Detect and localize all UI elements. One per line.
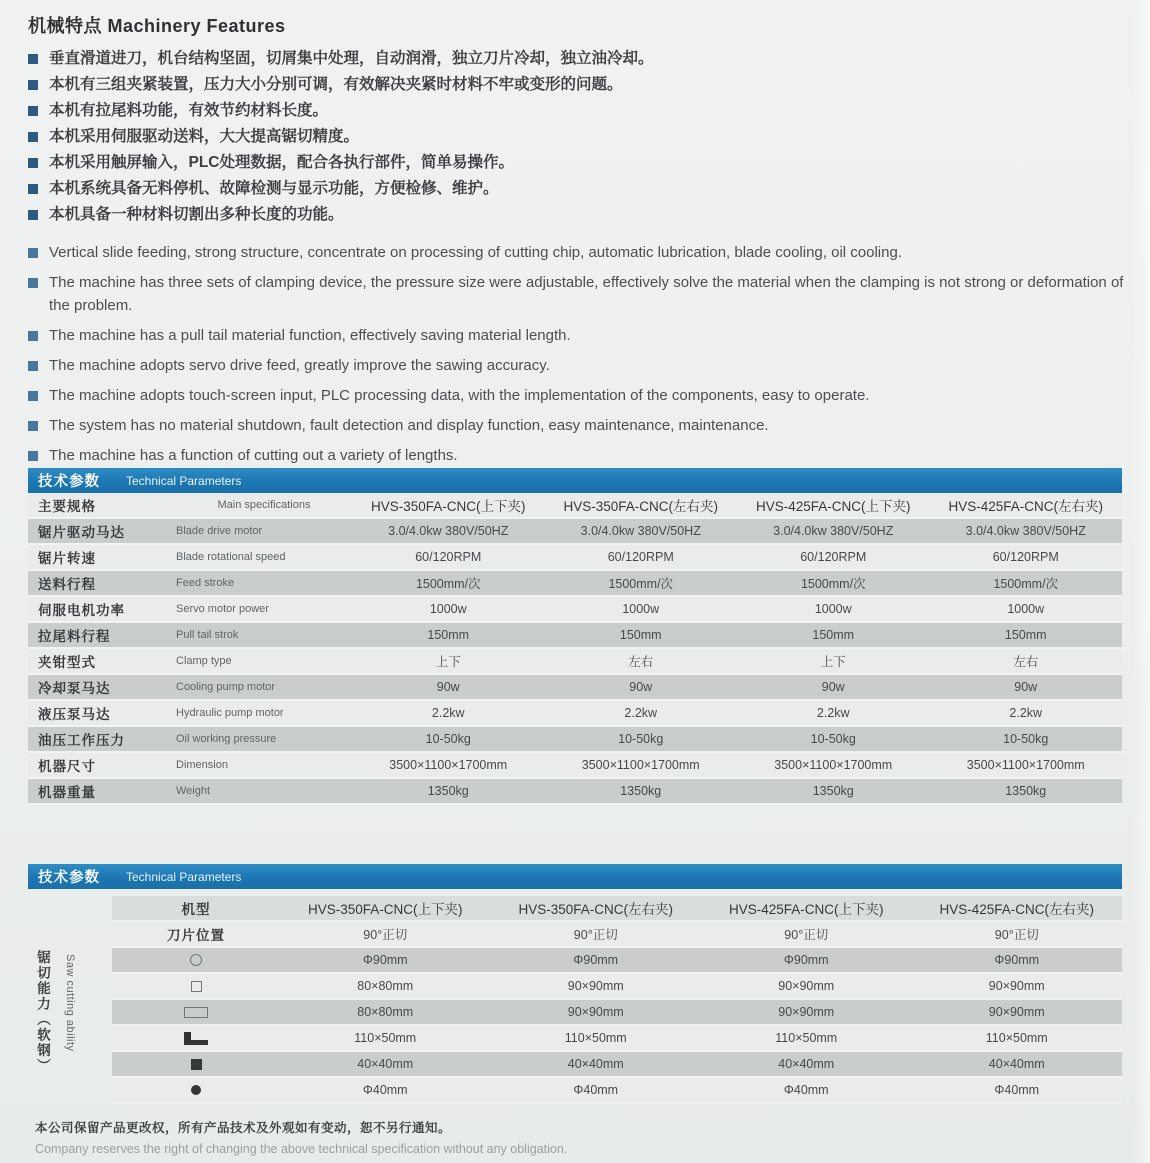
table-row — [28, 519, 1122, 545]
table-title-cn: 技术参数 — [38, 870, 100, 886]
bullet-square-icon — [28, 106, 38, 116]
cell-value: 90w — [629, 680, 653, 694]
cell-value: 1000w — [814, 602, 852, 616]
feature-text: The machine has a pull tail material function, effectively saving material length. — [49, 327, 571, 344]
bullet-square-icon — [28, 421, 38, 431]
cell-value: 10-50kg — [618, 732, 664, 746]
feature-item-en — [28, 384, 1126, 407]
table-row — [28, 753, 1122, 779]
bullet-square-icon — [28, 158, 38, 168]
cell-value: 150mm — [427, 628, 470, 642]
cell-value: 110×50mm — [985, 1031, 1048, 1045]
cell-value: 60/120RPM — [800, 550, 867, 564]
table-row — [28, 571, 1122, 597]
cell-value: Φ40mm — [362, 1083, 408, 1097]
technical-parameters-table-1 — [28, 468, 1122, 805]
model-row-label: 机型 — [181, 902, 211, 917]
cell-value: 40×40mm — [567, 1057, 624, 1071]
table-row — [112, 1026, 1122, 1052]
bullet-square-icon — [28, 132, 38, 142]
cell-value: 左右 — [1013, 655, 1039, 669]
cell-value: 40×40mm — [778, 1057, 835, 1071]
bullet-square-icon — [28, 391, 38, 401]
features-list-en — [28, 241, 1126, 467]
table-row — [112, 1000, 1122, 1026]
bullet-square-icon — [28, 210, 38, 220]
feature-item-cn — [28, 180, 1126, 198]
bullet-square-icon — [28, 361, 38, 371]
cell-value: 1350kg — [812, 784, 854, 798]
table-row — [112, 1052, 1122, 1078]
bullet-square-icon — [28, 331, 38, 341]
feature-item-cn — [28, 76, 1126, 94]
row-label-cn: 伺服电机功率 — [38, 603, 125, 618]
cell-value: 90×90mm — [988, 1005, 1045, 1019]
table-row-models — [28, 493, 1122, 519]
row-label-cn: 液压泵马达 — [38, 707, 111, 722]
cell-value: 1000w — [1007, 602, 1045, 616]
footer-text-cn: 本公司保留产品更改权，所有产品技术及外观如有变动，恕不另行通知。 — [35, 1121, 452, 1135]
cell-value: 90°正切 — [573, 928, 618, 942]
cell-value: 80×80mm — [357, 979, 414, 993]
side-label-cn: 锯切能力（软钢） — [35, 950, 50, 1074]
cell-value: 2.2kw — [1009, 706, 1043, 720]
cell-value: 90°正切 — [994, 928, 1039, 942]
cell-value: 150mm — [1004, 628, 1047, 642]
model-header: HVS-350FA-CNC(左右夹) — [563, 499, 719, 514]
angle-steel-icon — [184, 1032, 208, 1045]
row-label-en: Clamp type — [176, 655, 232, 667]
table-row-models — [112, 896, 1122, 922]
model-header: HVS-350FA-CNC(上下夹) — [370, 499, 526, 514]
rect-tube-outline-icon — [184, 1007, 208, 1018]
row-label-cn: 机器重量 — [38, 785, 96, 800]
feature-text: 本机采用触屏输入，PLC处理数据，配合各执行部件，简单易操作。 — [49, 154, 515, 171]
cell-value: 1350kg — [1005, 784, 1047, 798]
row-label-cn: 冷却泵马达 — [38, 681, 111, 696]
cell-value: 90×90mm — [567, 1005, 624, 1019]
table-row — [112, 948, 1122, 974]
feature-text: The machine has three sets of clamping device, the pressure size were adjustable, effectively solve the material when the clamping is not strong or deformation of the problem. — [49, 274, 1124, 314]
blade-row-label: 刀片位置 — [167, 928, 225, 943]
feature-text: 本机采用伺服驱动送料，大大提高锯切精度。 — [49, 128, 360, 145]
cell-value: 110×50mm — [775, 1031, 838, 1045]
cell-value: 1000w — [429, 602, 467, 616]
table-row — [112, 974, 1122, 1000]
row-label-en: Blade drive motor — [176, 525, 263, 537]
cell-value: 90×90mm — [778, 979, 835, 993]
square-bar-solid-icon — [191, 1059, 202, 1070]
row-label-en: Hydraulic pump motor — [176, 707, 284, 719]
cell-value: 上下 — [435, 655, 461, 669]
table-header-band — [28, 468, 1122, 493]
feature-item-cn — [28, 154, 1126, 172]
cell-value: 1350kg — [620, 784, 662, 798]
row-label-en: Weight — [176, 785, 211, 797]
cell-value: 60/120RPM — [992, 550, 1059, 564]
feature-text: 本机具备一种材料切割出多种长度的功能。 — [49, 206, 344, 223]
table2-rows — [112, 896, 1122, 1104]
cell-value: 左右 — [628, 655, 654, 669]
bullet-square-icon — [28, 184, 38, 194]
cell-value: 3.0/4.0kw 380V/50HZ — [580, 524, 701, 538]
saw-capacity-side-label — [28, 896, 112, 1104]
cell-value: 150mm — [619, 628, 662, 642]
row-label-cn: 夹钳型式 — [38, 655, 96, 670]
table-title-en: Technical Parameters — [126, 869, 242, 884]
model-header: HVS-425FA-CNC(左右夹) — [948, 499, 1104, 514]
cell-value: 3500×1100×1700mm — [966, 758, 1085, 772]
cell-value: 3.0/4.0kw 380V/50HZ — [965, 524, 1086, 538]
feature-text: 本机有拉尾料功能，有效节约材料长度。 — [49, 102, 329, 119]
cell-value: 1500mm/次 — [608, 577, 674, 591]
cell-value: 上下 — [820, 655, 846, 669]
bullet-square-icon — [28, 54, 38, 64]
cell-value: 110×50mm — [564, 1031, 627, 1045]
table-row — [28, 701, 1122, 727]
cell-value: 10-50kg — [425, 732, 471, 746]
feature-text: The machine adopts servo drive feed, greatly improve the sawing accuracy. — [49, 357, 550, 374]
table-row — [28, 727, 1122, 753]
row-label-en: Blade rotational speed — [176, 551, 286, 563]
cell-value: 40×40mm — [988, 1057, 1045, 1071]
cell-value: 3500×1100×1700mm — [389, 758, 508, 772]
cell-value: Φ90mm — [362, 953, 408, 967]
row-label-cn: 送料行程 — [38, 577, 96, 592]
row-label-en: Dimension — [176, 759, 228, 771]
table-row — [28, 779, 1122, 805]
cell-value: 2.2kw — [624, 706, 658, 720]
row-label-en: Cooling pump motor — [176, 681, 276, 693]
round-bar-solid-icon — [191, 1085, 201, 1095]
row-label-cn: 机器尺寸 — [38, 759, 96, 774]
table-row — [28, 597, 1122, 623]
feature-text: Vertical slide feeding, strong structure, concentrate on processing of cutting chip, automatic lubrication, blade cooling, oil cooling. — [49, 244, 902, 261]
round-tube-outline-icon — [190, 954, 202, 966]
table-row — [28, 623, 1122, 649]
cell-value: 2.2kw — [816, 706, 850, 720]
row-label-cn: 锯片转速 — [38, 551, 96, 566]
table-row — [28, 675, 1122, 701]
cell-value: 2.2kw — [431, 706, 465, 720]
row-label-en: Oil working pressure — [176, 733, 277, 745]
features-section — [28, 12, 1126, 474]
feature-item-cn — [28, 128, 1126, 146]
cell-value: 80×80mm — [357, 1005, 414, 1019]
cell-value: 3500×1100×1700mm — [774, 758, 893, 772]
feature-item-cn — [28, 206, 1126, 224]
cell-value: 3500×1100×1700mm — [581, 758, 700, 772]
cell-value: 60/120RPM — [415, 550, 482, 564]
table2-body — [28, 896, 1122, 1104]
feature-item-en — [28, 271, 1126, 317]
cell-value: 1500mm/次 — [800, 577, 866, 591]
model-header: HVS-350FA-CNC(左右夹) — [518, 902, 674, 917]
feature-item-en — [28, 241, 1126, 264]
table-row — [28, 649, 1122, 675]
cell-value: 90w — [821, 680, 845, 694]
feature-text: 本机系统具备无料停机、故障检测与显示功能，方便检修、维护。 — [49, 180, 499, 197]
cell-value: 90°正切 — [784, 928, 829, 942]
row-label-cn: 油压工作压力 — [38, 733, 125, 748]
table-header-band — [28, 864, 1122, 889]
feature-text: The machine adopts touch-screen input, PLC processing data, with the implementation of the components, easy to operate. — [49, 387, 870, 404]
model-header: HVS-425FA-CNC(左右夹) — [939, 902, 1095, 917]
feature-item-en — [28, 414, 1126, 437]
feature-item-cn — [28, 102, 1126, 120]
row-label-en: Feed stroke — [176, 577, 235, 589]
row-label-cn: 拉尾料行程 — [38, 629, 111, 644]
cell-value: 60/120RPM — [607, 550, 674, 564]
cell-value: 10-50kg — [1003, 732, 1049, 746]
spec-label-en: Main specifications — [217, 499, 311, 511]
cell-value: 1500mm/次 — [415, 577, 481, 591]
model-header: HVS-425FA-CNC(上下夹) — [728, 902, 884, 917]
cell-value: 150mm — [812, 628, 855, 642]
cell-value: 90°正切 — [363, 928, 408, 942]
cell-value: Φ90mm — [573, 953, 619, 967]
bullet-square-icon — [28, 80, 38, 90]
cell-value: 1500mm/次 — [993, 577, 1059, 591]
cell-value: 1350kg — [427, 784, 469, 798]
cell-value: 110×50mm — [354, 1031, 417, 1045]
table-title-en: Technical Parameters — [126, 473, 242, 488]
row-label-en: Pull tail strok — [176, 629, 239, 641]
page-title: 机械特点 Machinery Features — [28, 16, 286, 36]
bullet-square-icon — [28, 451, 38, 461]
cell-value: Φ40mm — [573, 1083, 619, 1097]
cell-value: Φ90mm — [994, 953, 1040, 967]
cell-value: 10-50kg — [810, 732, 856, 746]
footer-text-en: Company reserves the right of changing the above technical specification without any obligation. — [35, 1142, 568, 1156]
table-title-cn: 技术参数 — [38, 474, 100, 490]
spec-label-cn: 主要规格 — [38, 499, 96, 514]
feature-text: 垂直滑道进刀，机台结构坚固，切屑集中处理，自动润滑，独立刀片冷却，独立油冷却。 — [49, 50, 654, 67]
feature-item-en — [28, 444, 1126, 467]
cell-value: Φ90mm — [783, 953, 829, 967]
features-list-cn — [28, 50, 1126, 224]
feature-item-cn — [28, 50, 1126, 68]
bullet-square-icon — [28, 278, 38, 288]
table-row-blade-position — [112, 922, 1122, 948]
cell-value: 1000w — [622, 602, 660, 616]
model-header: HVS-425FA-CNC(上下夹) — [755, 499, 911, 514]
technical-parameters-table-2 — [28, 864, 1122, 1104]
table-row — [112, 1078, 1122, 1104]
cell-value: 90w — [1014, 680, 1038, 694]
cell-value: 90w — [436, 680, 460, 694]
square-tube-outline-icon — [191, 981, 202, 992]
bullet-square-icon — [28, 248, 38, 258]
feature-text: The machine has a function of cutting out a variety of lengths. — [49, 447, 458, 464]
feature-item-en — [28, 324, 1126, 347]
cell-value: 40×40mm — [357, 1057, 414, 1071]
feature-text: The system has no material shutdown, fault detection and display function, easy maintenance, maintenance. — [49, 417, 769, 434]
model-header: HVS-350FA-CNC(上下夹) — [307, 902, 463, 917]
cell-value: 90×90mm — [567, 979, 624, 993]
cell-value: 90×90mm — [778, 1005, 835, 1019]
cell-value: Φ40mm — [783, 1083, 829, 1097]
table-row — [28, 545, 1122, 571]
feature-item-en — [28, 354, 1126, 377]
row-label-cn: 锯片驱动马达 — [38, 525, 125, 540]
cell-value: 3.0/4.0kw 380V/50HZ — [388, 524, 509, 538]
cell-value: 3.0/4.0kw 380V/50HZ — [773, 524, 894, 538]
footer-disclaimer — [35, 1118, 567, 1156]
feature-text: 本机有三组夹紧装置，压力大小分别可调，有效解决夹紧时材料不牢或变形的问题。 — [49, 76, 623, 93]
cell-value: 90×90mm — [988, 979, 1045, 993]
side-label-en: Saw cutting ability — [64, 954, 76, 1052]
row-label-en: Servo motor power — [176, 603, 269, 615]
cell-value: Φ40mm — [994, 1083, 1040, 1097]
